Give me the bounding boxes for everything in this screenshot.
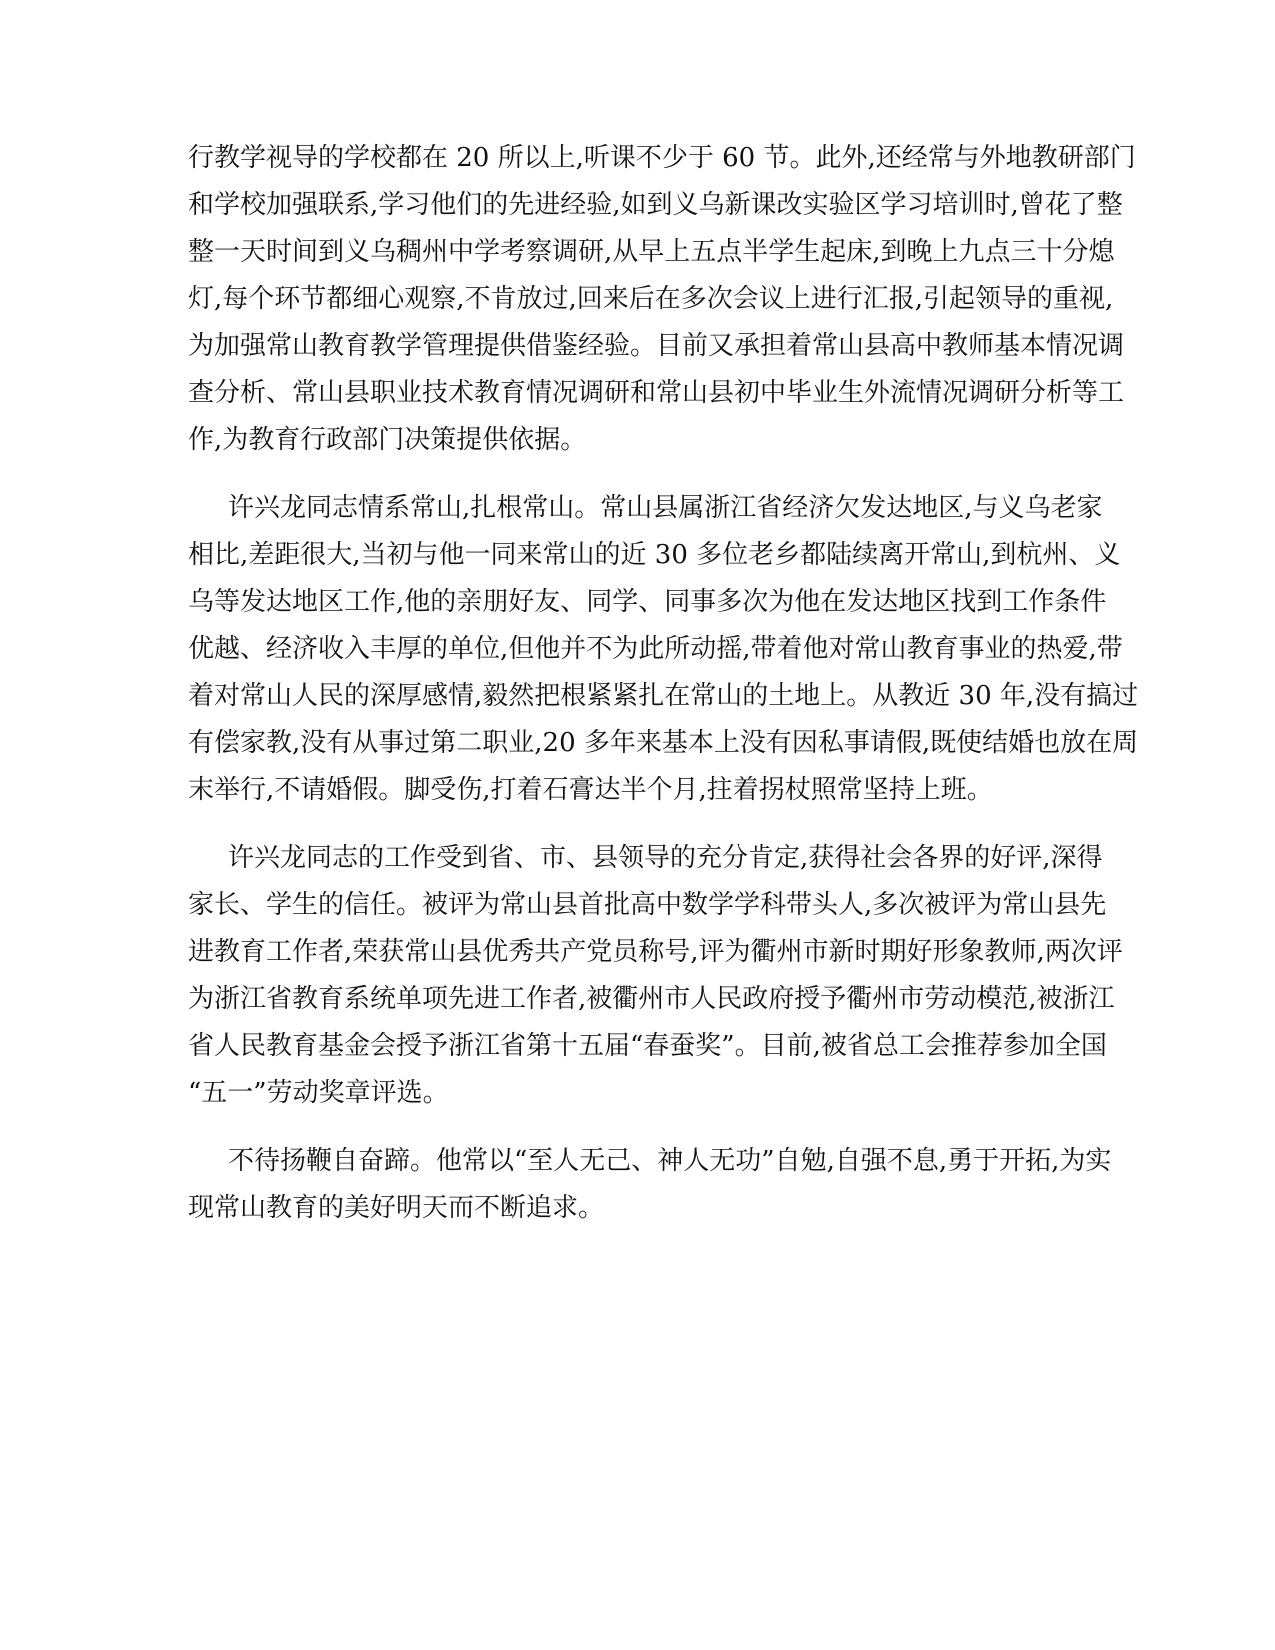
paragraph-2-line-6: 有偿家教,没有从事过第二职业,20 多年来基本上没有因私事请假,既使结婚也放在周 xyxy=(188,728,1139,758)
paragraph-1-line-6: 查分析、常山县职业技术教育情况调研和常山县初中毕业生外流情况调研分析等工 xyxy=(188,378,1125,408)
paragraph-1-line-4: 灯,每个环节都细心观察,不肯放过,回来后在多次会议上进行汇报,引起领导的重视, xyxy=(188,284,1114,314)
paragraph-2-line-2: 相比,差距很大,当初与他一同来常山的近 30 多位老乡都陆续离开常山,到杭州、义 xyxy=(188,540,1121,570)
paragraph-1-line-7: 作,为教育行政部门决策提供依据。 xyxy=(188,425,587,455)
paragraph-2-line-3: 乌等发达地区工作,他的亲朋好友、同学、同事多次为他在发达地区找到工作条件 xyxy=(188,587,1107,617)
paragraph-1-line-2: 和学校加强联系,学习他们的先进经验,如到义乌新课改实验区学习培训时,曾花了整 xyxy=(188,190,1123,220)
paragraph-3-line-3: 进教育工作者,荣获常山县优秀共产党员称号,评为衢州市新时期好形象教师,两次评 xyxy=(188,937,1123,967)
paragraph-3-line-2: 家长、学生的信任。被评为常山县首批高中数学学科带头人,多次被评为常山县先 xyxy=(188,890,1107,920)
paragraph-3-line-4: 为浙江省教育系统单项先进工作者,被衢州市人民政府授予衢州市劳动模范,被浙江 xyxy=(188,984,1115,1014)
paragraph-2-line-5: 着对常山人民的深厚感情,毅然把根紧紧扎在常山的土地上。从教近 30 年,没有搞过 xyxy=(188,681,1139,711)
paragraph-2-line-4: 优越、经济收入丰厚的单位,但他并不为此所动摇,带着他对常山教育事业的热爱,带 xyxy=(188,634,1123,664)
paragraph-1-line-3: 整一天时间到义乌稠州中学考察调研,从早上五点半学生起床,到晚上九点三十分熄 xyxy=(188,237,1115,267)
paragraph-4-line-1: 不待扬鞭自奋蹄。他常以“至人无己、神人无功”自勉,自强不息,勇于开拓,为实 xyxy=(228,1146,1112,1176)
paragraph-2-line-1: 许兴龙同志情系常山,扎根常山。常山县属浙江省经济欠发达地区,与义乌老家 xyxy=(228,493,1103,523)
paragraph-1-line-1: 行教学视导的学校都在 20 所以上,听课不少于 60 节。此外,还经常与外地教研部门 xyxy=(188,143,1136,173)
paragraph-4-line-2: 现常山教育的美好明天而不断追求。 xyxy=(188,1193,605,1223)
paragraph-3-line-1: 许兴龙同志的工作受到省、市、县领导的充分肯定,获得社会各界的好评,深得 xyxy=(228,843,1103,873)
paragraph-3-line-6: “五一”劳动奖章评选。 xyxy=(188,1078,449,1108)
paragraph-1-line-5: 为加强常山教育教学管理提供借鉴经验。目前又承担着常山县高中教师基本情况调 xyxy=(188,331,1125,361)
paragraph-3-line-5: 省人民教育基金会授予浙江省第十五届“春蚕奖”。目前,被省总工会推荐参加全国 xyxy=(188,1031,1107,1061)
paragraph-2-line-7: 末举行,不请婚假。脚受伤,打着石膏达半个月,拄着拐杖照常坚持上班。 xyxy=(188,775,993,805)
